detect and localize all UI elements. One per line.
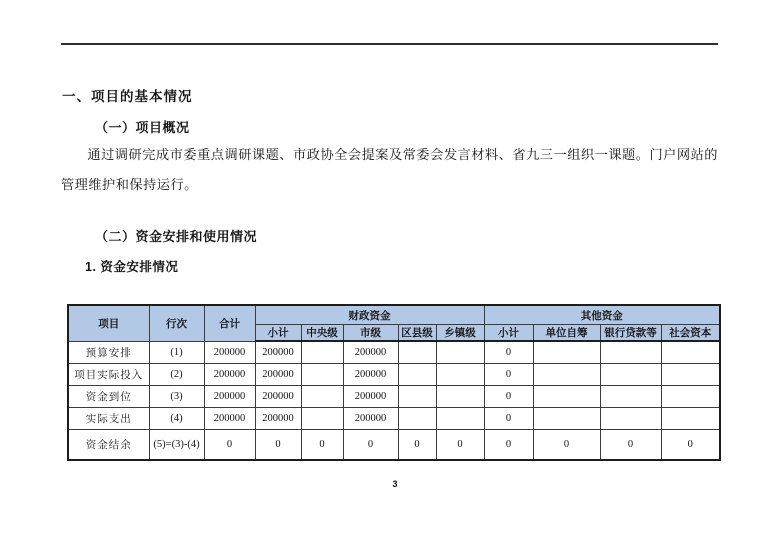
table-cell: 200000	[204, 386, 255, 408]
table-cell: 0	[484, 341, 533, 364]
column-header-other-subtotal: 小计	[484, 325, 533, 342]
table-cell	[398, 364, 436, 386]
table-cell: 0	[255, 430, 301, 461]
table-cell	[436, 386, 484, 408]
table-cell	[600, 341, 661, 364]
table-cell: 0	[436, 430, 484, 461]
column-group-other-funds: 其他资金	[484, 305, 720, 325]
header-rule	[61, 43, 718, 45]
table-cell: 200000	[204, 408, 255, 430]
table-header-group-row	[68, 305, 720, 325]
column-header-self-raised: 单位自筹	[533, 325, 600, 342]
table-cell	[533, 341, 600, 364]
row-label: 资金到位	[68, 386, 149, 408]
table-row-funds-in-place	[68, 386, 720, 408]
table-cell	[600, 386, 661, 408]
table-cell: 200000	[255, 341, 301, 364]
table-cell	[533, 364, 600, 386]
table-cell	[301, 386, 343, 408]
table-cell	[661, 408, 720, 430]
column-header-total: 合计	[204, 305, 255, 341]
section-heading-basic-info: 一、项目的基本情况	[62, 89, 193, 104]
table-cell: 0	[301, 430, 343, 461]
table-row-actual-investment	[68, 364, 720, 386]
table-cell	[398, 341, 436, 364]
subsection-heading-project-overview: （一）项目概况	[95, 120, 190, 135]
table-cell	[600, 408, 661, 430]
table-cell: 200000	[204, 341, 255, 364]
table-cell: 0	[484, 386, 533, 408]
table-cell: 0	[343, 430, 398, 461]
column-header-project: 项目	[68, 305, 149, 341]
row-label: 资金结余	[68, 430, 149, 461]
subsection-heading-fund-arrangement: （二）资金安排和使用情况	[95, 229, 258, 244]
row-label: 项目实际投入	[68, 364, 149, 386]
table-cell	[301, 341, 343, 364]
table-cell	[301, 364, 343, 386]
table-row-budget-arrangement	[68, 341, 720, 364]
table-cell: 0	[661, 430, 720, 461]
subheading-fund-arrangement-detail: 1. 资金安排情况	[85, 260, 179, 274]
line-no-cell: (3)	[149, 386, 204, 408]
row-label: 实际支出	[68, 408, 149, 430]
row-label: 预算安排	[68, 341, 149, 364]
table-cell	[661, 341, 720, 364]
column-header-bank-loans: 银行贷款等	[600, 325, 661, 342]
table-cell	[398, 386, 436, 408]
table-cell	[661, 386, 720, 408]
table-cell	[398, 408, 436, 430]
table-cell: 0	[204, 430, 255, 461]
table-row-fund-balance	[68, 430, 720, 461]
column-header-central-level: 中央级	[301, 325, 343, 342]
column-header-line-no: 行次	[149, 305, 204, 341]
table-cell: 200000	[255, 386, 301, 408]
table-cell	[436, 341, 484, 364]
column-group-fiscal-funds: 财政资金	[255, 305, 484, 325]
table-cell: 0	[484, 408, 533, 430]
table-cell	[436, 364, 484, 386]
table-cell: 200000	[343, 364, 398, 386]
table-cell: 200000	[343, 408, 398, 430]
table-cell: 200000	[343, 341, 398, 364]
table-cell	[533, 408, 600, 430]
column-header-district-level: 区县级	[398, 325, 436, 342]
table-cell	[661, 364, 720, 386]
column-header-city-level: 市级	[343, 325, 398, 342]
funding-table	[67, 304, 721, 461]
line-no-cell: (2)	[149, 364, 204, 386]
table-cell: 0	[600, 430, 661, 461]
table-cell: 200000	[255, 364, 301, 386]
line-no-cell: (5)=(3)-(4)	[149, 430, 204, 461]
page-number: 3	[392, 479, 398, 489]
table-cell: 0	[484, 430, 533, 461]
table-cell	[600, 364, 661, 386]
table-cell	[301, 408, 343, 430]
project-overview-paragraph: 通过调研完成市委重点调研课题、市政协全会提案及常委会发言材料、省九三一组织一课题。门户网站的管理维护和保持运行。	[61, 147, 718, 192]
table-cell: 0	[398, 430, 436, 461]
column-header-fiscal-subtotal: 小计	[255, 325, 301, 342]
table-cell	[436, 408, 484, 430]
line-no-cell: (1)	[149, 341, 204, 364]
table-cell: 0	[533, 430, 600, 461]
column-header-township-level: 乡镇级	[436, 325, 484, 342]
table-cell: 200000	[343, 386, 398, 408]
table-row-actual-expenditure	[68, 408, 720, 430]
line-no-cell: (4)	[149, 408, 204, 430]
table-cell: 0	[484, 364, 533, 386]
table-cell: 200000	[255, 408, 301, 430]
table-cell: 200000	[204, 364, 255, 386]
table-cell	[533, 386, 600, 408]
column-header-social-capital: 社会资本	[661, 325, 720, 342]
